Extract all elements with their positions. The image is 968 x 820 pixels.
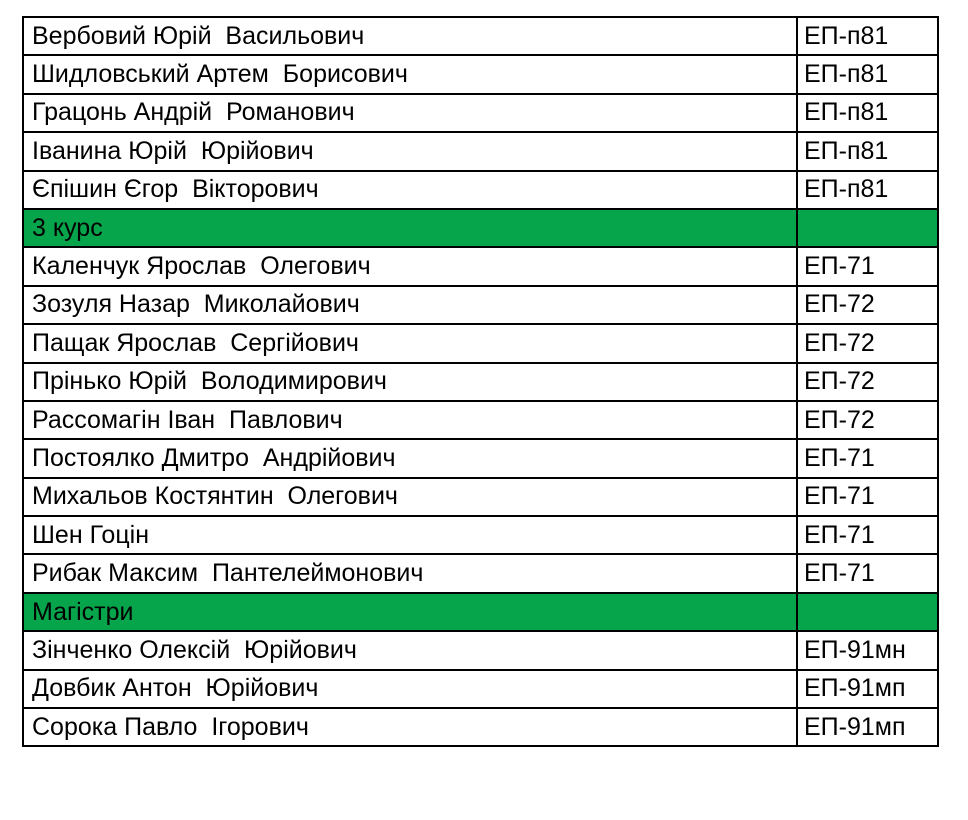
group-code-cell[interactable]: ЕП-71 <box>797 516 938 554</box>
section-header-empty-cell[interactable] <box>797 593 938 631</box>
student-name-cell[interactable]: Іванина Юрій Юрійович <box>23 132 797 170</box>
group-code-cell[interactable]: ЕП-п81 <box>797 171 938 209</box>
table-row <box>23 478 938 516</box>
group-code-cell[interactable]: ЕП-п81 <box>797 94 938 132</box>
table-row <box>23 324 938 362</box>
student-name-cell[interactable]: Рассомагін Іван Павлович <box>23 401 797 439</box>
student-name-cell[interactable]: Зозуля Назар Миколайович <box>23 286 797 324</box>
student-name-cell[interactable]: Михальов Костянтин Олегович <box>23 478 797 516</box>
group-code-cell[interactable]: ЕП-71 <box>797 554 938 592</box>
table-row <box>23 132 938 170</box>
table-row <box>23 247 938 285</box>
group-code-cell[interactable]: ЕП-71 <box>797 247 938 285</box>
group-code-cell[interactable]: ЕП-72 <box>797 324 938 362</box>
student-name-cell[interactable]: Шидловський Артем Борисович <box>23 55 797 93</box>
student-name-cell[interactable]: Пащак Ярослав Сергійович <box>23 324 797 362</box>
section-header-label[interactable]: 3 курс <box>23 209 797 247</box>
table-row <box>23 17 938 55</box>
group-code-cell[interactable]: ЕП-71 <box>797 439 938 477</box>
section-header-row <box>23 209 938 247</box>
student-name-cell[interactable]: Сорока Павло Ігорович <box>23 708 797 746</box>
table-row <box>23 94 938 132</box>
table-row <box>23 401 938 439</box>
group-code-cell[interactable]: ЕП-71 <box>797 478 938 516</box>
group-code-cell[interactable]: ЕП-п81 <box>797 17 938 55</box>
section-header-label[interactable]: Магістри <box>23 593 797 631</box>
table-row <box>23 363 938 401</box>
student-name-cell[interactable]: Рибак Максим Пантелеймонович <box>23 554 797 592</box>
group-code-cell[interactable]: ЕП-91мп <box>797 708 938 746</box>
group-code-cell[interactable]: ЕП-п81 <box>797 132 938 170</box>
group-code-cell[interactable]: ЕП-91мп <box>797 670 938 708</box>
group-code-cell[interactable]: ЕП-72 <box>797 363 938 401</box>
table-row <box>23 516 938 554</box>
section-header-row <box>23 593 938 631</box>
table-row <box>23 631 938 669</box>
table-row <box>23 708 938 746</box>
student-name-cell[interactable]: Єпішин Єгор Вікторович <box>23 171 797 209</box>
student-name-cell[interactable]: Постоялко Дмитро Андрійович <box>23 439 797 477</box>
table-row <box>23 439 938 477</box>
student-name-cell[interactable]: Зінченко Олексій Юрійович <box>23 631 797 669</box>
table-row <box>23 55 938 93</box>
table-row <box>23 171 938 209</box>
table-row <box>23 554 938 592</box>
group-code-cell[interactable]: ЕП-91мн <box>797 631 938 669</box>
table-row <box>23 286 938 324</box>
student-name-cell[interactable]: Шен Гоцін <box>23 516 797 554</box>
student-list-body <box>23 17 938 746</box>
group-code-cell[interactable]: ЕП-п81 <box>797 55 938 93</box>
group-code-cell[interactable]: ЕП-72 <box>797 401 938 439</box>
student-name-cell[interactable]: Прінько Юрій Володимирович <box>23 363 797 401</box>
group-code-cell[interactable]: ЕП-72 <box>797 286 938 324</box>
student-name-cell[interactable]: Каленчук Ярослав Олегович <box>23 247 797 285</box>
table-row <box>23 670 938 708</box>
student-name-cell[interactable]: Грацонь Андрій Романович <box>23 94 797 132</box>
student-list-table <box>22 16 939 747</box>
section-header-empty-cell[interactable] <box>797 209 938 247</box>
student-name-cell[interactable]: Вербовий Юрій Васильович <box>23 17 797 55</box>
student-name-cell[interactable]: Довбик Антон Юрійович <box>23 670 797 708</box>
